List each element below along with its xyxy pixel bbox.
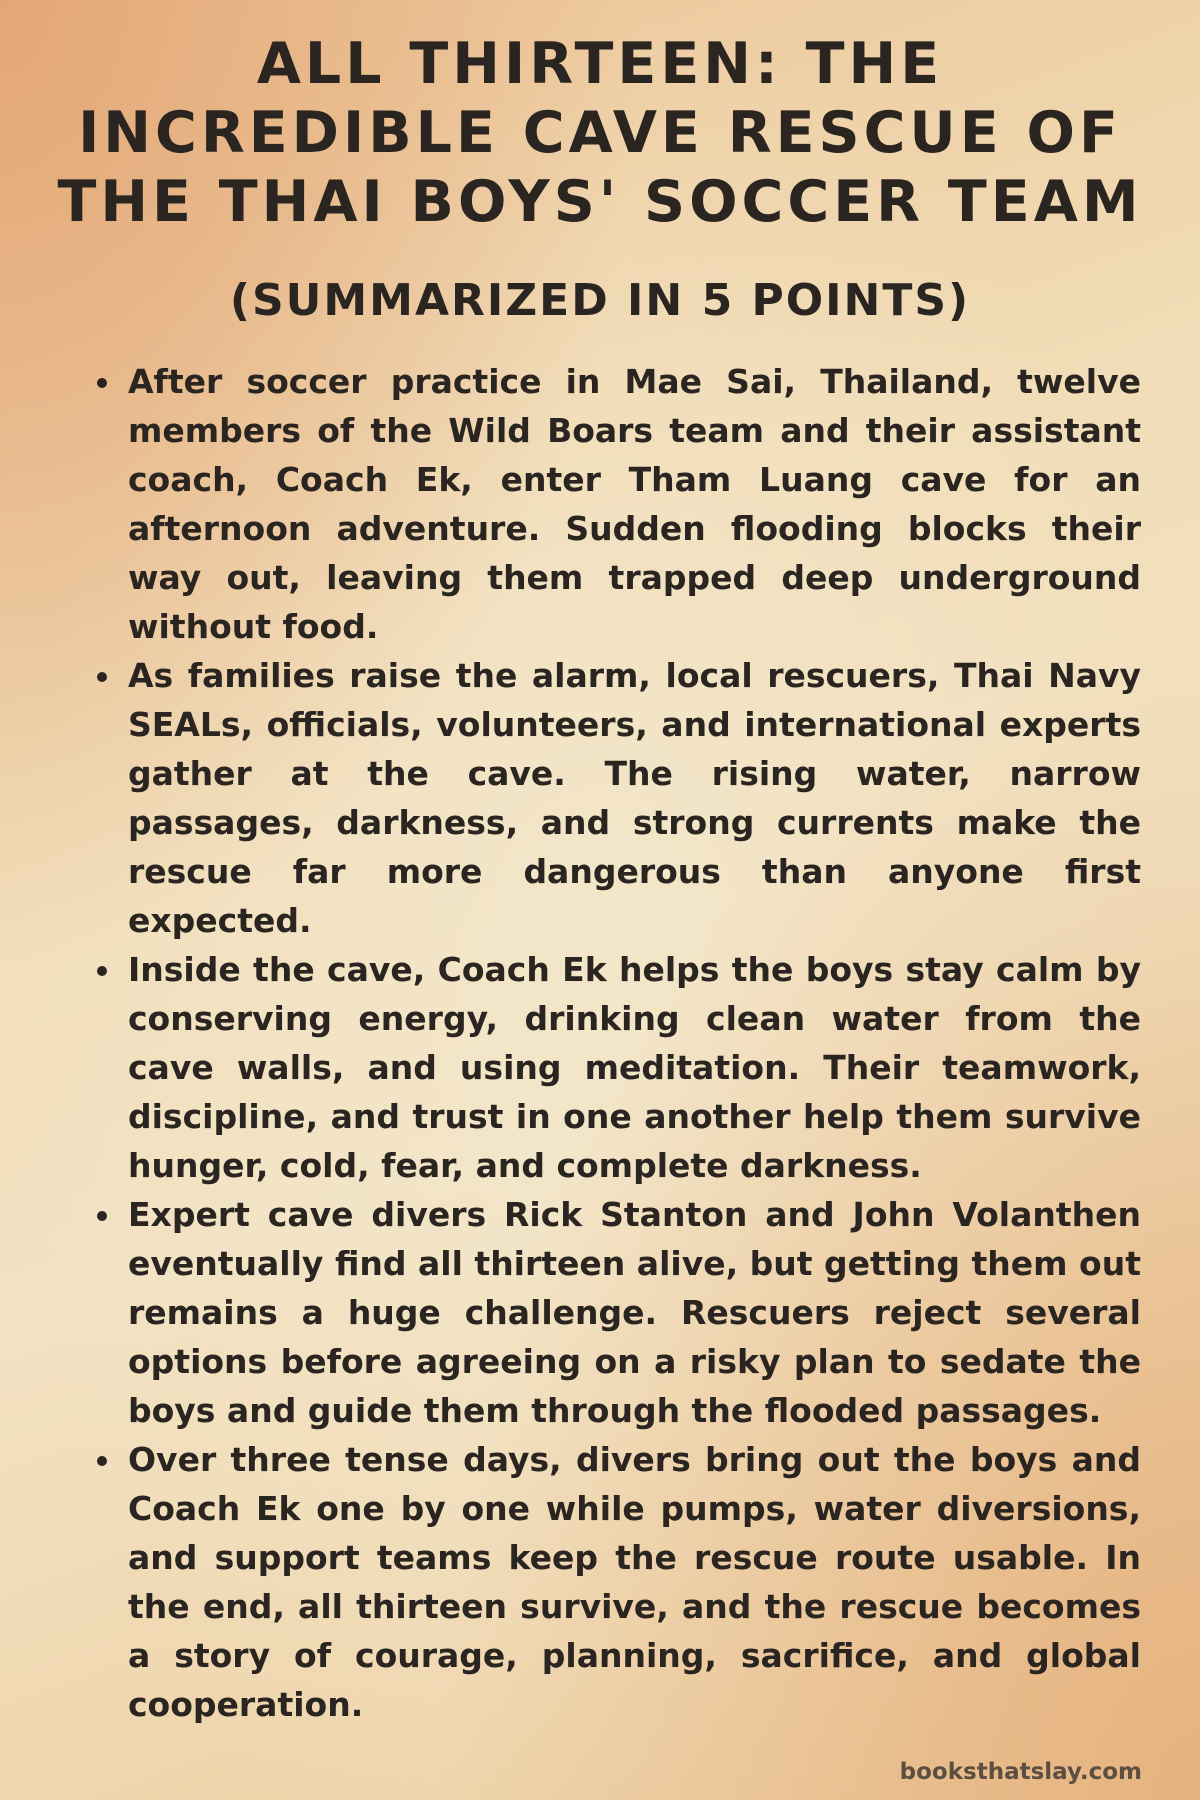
bullet-dot-icon (97, 1211, 107, 1221)
site-watermark: booksthatslay.com (899, 1759, 1142, 1785)
summary-point-2 (128, 651, 1141, 945)
summary-point-4 (128, 1190, 1141, 1435)
summary-point-5 (128, 1435, 1141, 1729)
bullet-dot-icon (97, 966, 107, 976)
bullet-dot-icon (97, 1456, 107, 1466)
summary-point-text: After soccer practice in Mae Sai, Thailand, twelve members of the Wild Boars team and their assistant coach, Coach Ek, enter Tham Luang cave for an afternoon adventure. Sudden flooding blocks their way out, leaving them trapped deep underground without food. (128, 362, 1141, 646)
summary-point-text: As families raise the alarm, local rescuers, Thai Navy SEALs, officials, volunteers, and international experts gather at the cave. The rising water, narrow passages, darkness, and strong currents make the rescue far more dangerous than anyone first expected. (128, 656, 1141, 940)
summary-points-list (128, 357, 1141, 1729)
book-title: ALL THIRTEEN: THE INCREDIBLE CAVE RESCUE OF THE THAI BOYS' SOCCER TEAM (57, 31, 1143, 235)
bullet-dot-icon (97, 672, 107, 682)
summary-point-text: Expert cave divers Rick Stanton and John Volanthen eventually find all thirteen alive, but getting them out remains a huge challenge. Rescuers reject several options before agreeing on a risky plan to sedate the boys and guide them through the flooded passages. (128, 1195, 1141, 1430)
bullet-dot-icon (97, 378, 107, 388)
summary-point-3 (128, 945, 1141, 1190)
summary-point-text: Over three tense days, divers bring out the boys and Coach Ek one by one while pumps, water diversions, and support teams keep the rescue route usable. In the end, all thirteen survive, and the rescue becomes a story of courage, planning, sacrifice, and global cooperation. (128, 1440, 1141, 1724)
summary-subtitle: (SUMMARIZED IN 5 POINTS) (229, 275, 971, 326)
summary-point-text: Inside the cave, Coach Ek helps the boys stay calm by conserving energy, drinking clean water from the cave walls, and using meditation. Their teamwork, discipline, and trust in one another help them survive hunger, cold, fear, and complete darkness. (128, 950, 1141, 1185)
summary-point-1 (128, 357, 1141, 651)
